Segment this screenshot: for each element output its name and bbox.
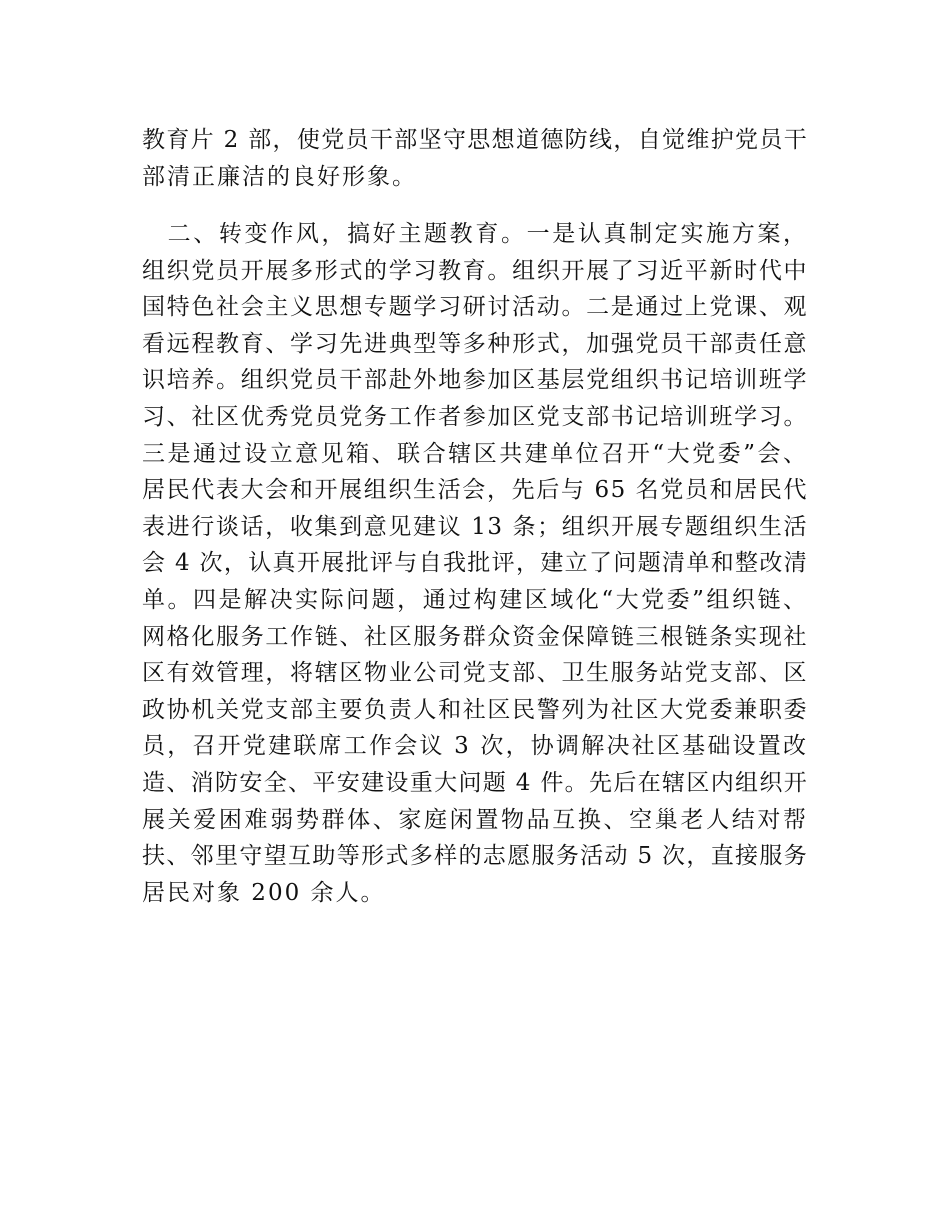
text-line: 居民对象 200 余人。 (142, 879, 386, 906)
text-line: 会 4 次，认真开展批评与自我批评，建立了问题清单和整改清 (142, 550, 808, 577)
text-line: 看远程教育、学习先进典型等多种形式，加强党员干部责任意 (142, 330, 808, 357)
text-line: 网格化服务工作链、社区服务群众资金保障链三根链条实现社 (142, 623, 808, 650)
text-line: 员，召开党建联席工作会议 3 次，协调解决社区基础设置改 (142, 733, 808, 760)
text-line: 部清正廉洁的良好形象。 (142, 163, 417, 190)
text-line: 居民代表大会和开展组织生活会，先后与 65 名党员和居民代 (142, 477, 808, 504)
text-line: 表进行谈话，收集到意见建议 13 条；组织开展专题组织生活 (142, 513, 808, 540)
text-line: 国特色社会主义思想专题学习研讨活动。二是通过上党课、观 (142, 294, 808, 321)
paragraph-2 (142, 216, 808, 911)
text-line: 单。四是解决实际问题，通过构建区域化“大党委”组织链、 (142, 586, 808, 613)
text-line: 三是通过设立意见箱、联合辖区共建单位召开“大党委”会、 (142, 440, 808, 467)
text-line: 习、社区优秀党员党务工作者参加区党支部书记培训班学习。 (142, 403, 808, 430)
text-line: 组织党员开展多形式的学习教育。组织开展了习近平新时代中 (142, 257, 808, 284)
text-line: 展关爱困难弱势群体、家庭闲置物品互换、空巢老人结对帮 (142, 806, 808, 833)
text-line: 政协机关党支部主要负责人和社区民警列为社区大党委兼职委 (142, 696, 808, 723)
text-line: 识培养。组织党员干部赴外地参加区基层党组织书记培训班学 (142, 367, 808, 394)
paragraph-1 (142, 122, 808, 195)
text-line: 造、消防安全、平安建设重大问题 4 件。先后在辖区内组织开 (142, 769, 808, 796)
text-line: 扶、邻里守望互助等形式多样的志愿服务活动 5 次，直接服务 (142, 843, 808, 870)
text-line: 区有效管理，将辖区物业公司党支部、卫生服务站党支部、区 (142, 660, 808, 687)
text-line: 教育片 2 部，使党员干部坚守思想道德防线，自觉维护党员干 (142, 127, 808, 153)
text-line: 二、转变作风，搞好主题教育。一是认真制定实施方案， (142, 221, 808, 247)
